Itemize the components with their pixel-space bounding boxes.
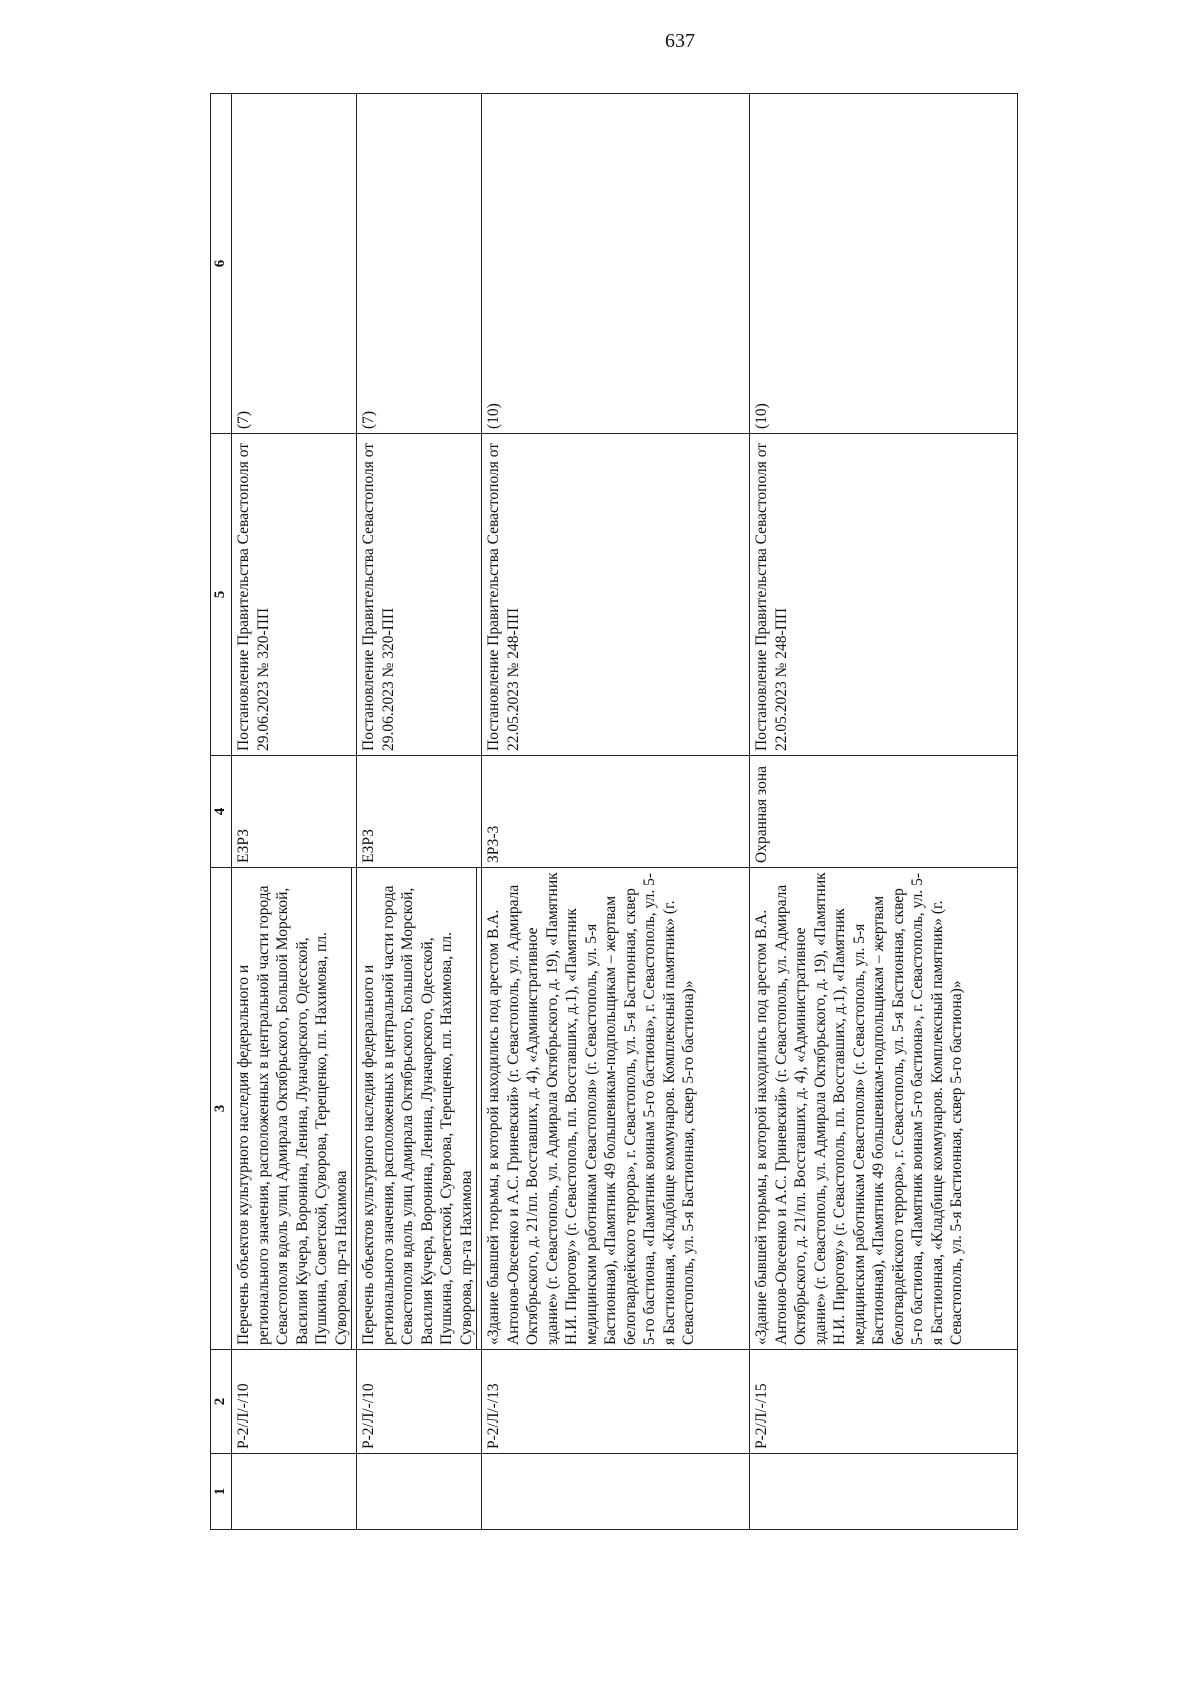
description-cell bbox=[750, 868, 1018, 1350]
row-index-cell bbox=[232, 1454, 357, 1530]
description-text: «Здание бывшей тюрьмы, в которой находились под арестом В.А. Антонов-Овсеенко и А.С. Гриневский» (г. Севастополь, ул. Адмирала Октябрьского, д. 21/пл. Восставших, д. 4), «Административное здание» (г. Севастополь, ул. Адмирала Октябрьского, д. 19), «Памятник Н.И. Пирогову» (г. Севастополь, пл. Восставших, д.1), «Памятник медицинским работникам Севастополя» (г. Севастополь, ул. 5-я Бастионная), «Памятник 49 большевикам-подпольщикам – жертвам белогвардейского террора», г. Севастополь, ул. 5-я Бастионная, сквер 5-го бастиона, «Памятник воинам 5-го бастиона», г. Севастополь, ул. 5-я Бастионная, «Кладбище коммунаров. Комплексный памятник» (г. Севастополь, ул. 5-я Бастионная, сквер 5-го бастиона)» bbox=[485, 872, 698, 1345]
page-number: 637 bbox=[665, 30, 695, 52]
description-text: Перечень объектов культурного наследия федерального и регионального значения, расположенных в центральной части города Севастополя вдоль улиц Адмирала Октябрьского, Большой Морской, Василия Кучера, Воронина, Ленина, Луначарского, Одесской, Пушкина, Советской, Суворова, Терещенко, пл. Нахимова, пл. Суворова, пр-та Нахимова bbox=[234, 868, 352, 1349]
column-header-2: 2 bbox=[211, 1350, 232, 1454]
description-cell bbox=[232, 868, 357, 1350]
description-cell bbox=[482, 868, 750, 1350]
note-cell: (7) bbox=[232, 94, 357, 434]
row-index-cell bbox=[750, 1454, 1018, 1530]
note-cell: (7) bbox=[357, 94, 482, 434]
note-cell: (10) bbox=[482, 94, 750, 434]
table-row bbox=[750, 94, 1018, 1530]
table-row bbox=[357, 94, 482, 1530]
zone-type-cell: ЗРЗ-3 bbox=[482, 756, 750, 868]
table-row bbox=[482, 94, 750, 1530]
row-index-cell bbox=[357, 1454, 482, 1530]
zone-code-cell: Р-2/Л/-/10 bbox=[232, 1350, 357, 1454]
description-text: Перечень объектов культурного наследия федерального и регионального значения, расположенных в центральной части города Севастополя вдоль улиц Адмирала Октябрьского, Большой Морской, Василия Кучера, Воронина, Ленина, Луначарского, Одесской, Пушкина, Советской, Суворова, Терещенко, пл. Нахимова, пл. Суворова, пр-та Нахимова bbox=[359, 868, 477, 1349]
zone-code-cell: Р-2/Л/-/13 bbox=[482, 1350, 750, 1454]
table-row bbox=[232, 94, 357, 1530]
column-header-5: 5 bbox=[211, 434, 232, 756]
description-cell bbox=[357, 868, 482, 1350]
zone-type-cell: Охранная зона bbox=[750, 756, 1018, 868]
description-text: «Здание бывшей тюрьмы, в которой находились под арестом В.А. Антонов-Овсеенко и А.С. Гриневский» (г. Севастополь, ул. Адмирала Октябрьского, д. 21/пл. Восставших, д. 4), «Административное здание» (г. Севастополь, ул. Адмирала Октябрьского, д. 19), «Памятник Н.И. Пирогову» (г. Севастополь, пл. Восставших, д.1), «Памятник медицинским работникам Севастополя» (г. Севастополь, ул. 5-я Бастионная), «Памятник 49 большевикам-подпольщикам – жертвам белогвардейского террора», г. Севастополь, ул. 5-я Бастионная, сквер 5-го бастиона, «Памятник воинам 5-го бастиона», г. Севастополь, ул. 5-я Бастионная, «Кладбище коммунаров. Комплексный памятник» (г. Севастополь, ул. 5-я Бастионная, сквер 5-го бастиона)» bbox=[753, 872, 966, 1345]
legal-act-cell: Постановление Правительства Севастополя от 22.05.2023 № 248-ПП bbox=[750, 434, 1018, 756]
legal-act-cell: Постановление Правительства Севастополя от 29.06.2023 № 320-ПП bbox=[357, 434, 482, 756]
column-header-3: 3 bbox=[211, 868, 232, 1350]
column-header-1: 1 bbox=[211, 1454, 232, 1530]
header-row bbox=[211, 94, 232, 1530]
note-cell: (10) bbox=[750, 94, 1018, 434]
column-header-6: 6 bbox=[211, 94, 232, 434]
zone-type-cell: ЕЗРЗ bbox=[357, 756, 482, 868]
zone-code-cell: Р-2/Л/-/15 bbox=[750, 1350, 1018, 1454]
legal-act-cell: Постановление Правительства Севастополя от 22.05.2023 № 248-ПП bbox=[482, 434, 750, 756]
column-header-4: 4 bbox=[211, 756, 232, 868]
rotated-table-container bbox=[210, 94, 1018, 1530]
zone-code-cell: Р-2/Л/-/10 bbox=[357, 1350, 482, 1454]
legal-act-cell: Постановление Правительства Севастополя от 29.06.2023 № 320-ПП bbox=[232, 434, 357, 756]
row-index-cell bbox=[482, 1454, 750, 1530]
zones-table bbox=[210, 93, 1018, 1530]
zone-type-cell: ЕЗРЗ bbox=[232, 756, 357, 868]
